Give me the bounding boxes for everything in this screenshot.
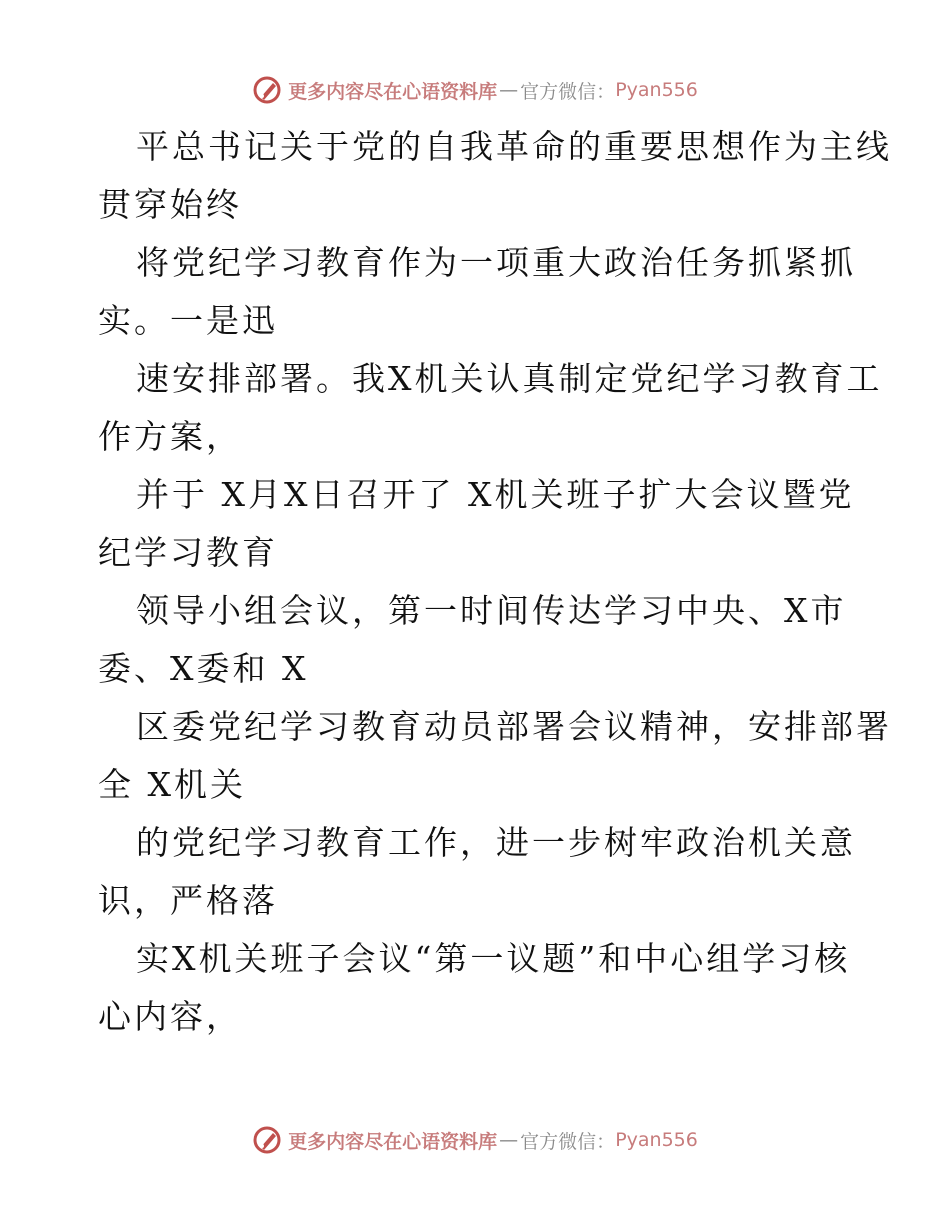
paragraph-line: 心内容， — [98, 997, 242, 1036]
paragraph-line: 将党纪学习教育作为一项重大政治任务抓紧抓 — [136, 243, 856, 282]
paragraph-line: 作方案， — [98, 417, 242, 456]
pen-logo-icon — [252, 1125, 282, 1155]
paragraph-line: 纪学习教育 — [98, 533, 278, 572]
pen-logo-icon — [252, 75, 282, 105]
paragraph-line: 平总书记关于党的自我革命的重要思想作为主线 — [136, 127, 892, 166]
paragraph-line: 的党纪学习教育工作，进一步树牢政治机关意 — [136, 823, 856, 862]
paragraph-line: 实X机关班子会议“第一议题”和中心组学习核 — [136, 939, 851, 978]
paragraph-line: 区委党纪学习教育动员部署会议精神，安排部署 — [136, 707, 892, 746]
footer-banner — [0, 1120, 950, 1160]
banner-separator: — — [499, 79, 519, 101]
banner-title: 更多内容尽在心语资料库 — [288, 80, 498, 103]
paragraph-line: 识，严格落 — [98, 881, 278, 920]
paragraph-line: 速安排部署。我X机关认真制定党纪学习教育工 — [136, 359, 883, 398]
paragraph-line: 贯穿始终 — [98, 185, 242, 224]
banner-separator: — — [499, 1129, 519, 1151]
paragraph-line: 领导小组会议，第一时间传达学习中央、X市 — [136, 591, 847, 630]
banner-wechat-id: Pyan556 — [615, 79, 698, 101]
banner-wechat-label: 官方微信： — [520, 80, 616, 103]
header-banner — [0, 70, 950, 110]
document-body — [98, 118, 892, 1046]
banner-wechat-label: 官方微信： — [520, 1130, 616, 1153]
paragraph-line: 委、X委和 X — [98, 649, 309, 688]
paragraph-line: 实。一是迅 — [98, 301, 278, 340]
paragraph-line: 并于 X月X日召开了 X机关班子扩大会议暨党 — [136, 475, 855, 514]
banner-wechat-id: Pyan556 — [615, 1129, 698, 1151]
paragraph-line: 全 X机关 — [98, 765, 246, 804]
banner-title: 更多内容尽在心语资料库 — [288, 1130, 498, 1153]
